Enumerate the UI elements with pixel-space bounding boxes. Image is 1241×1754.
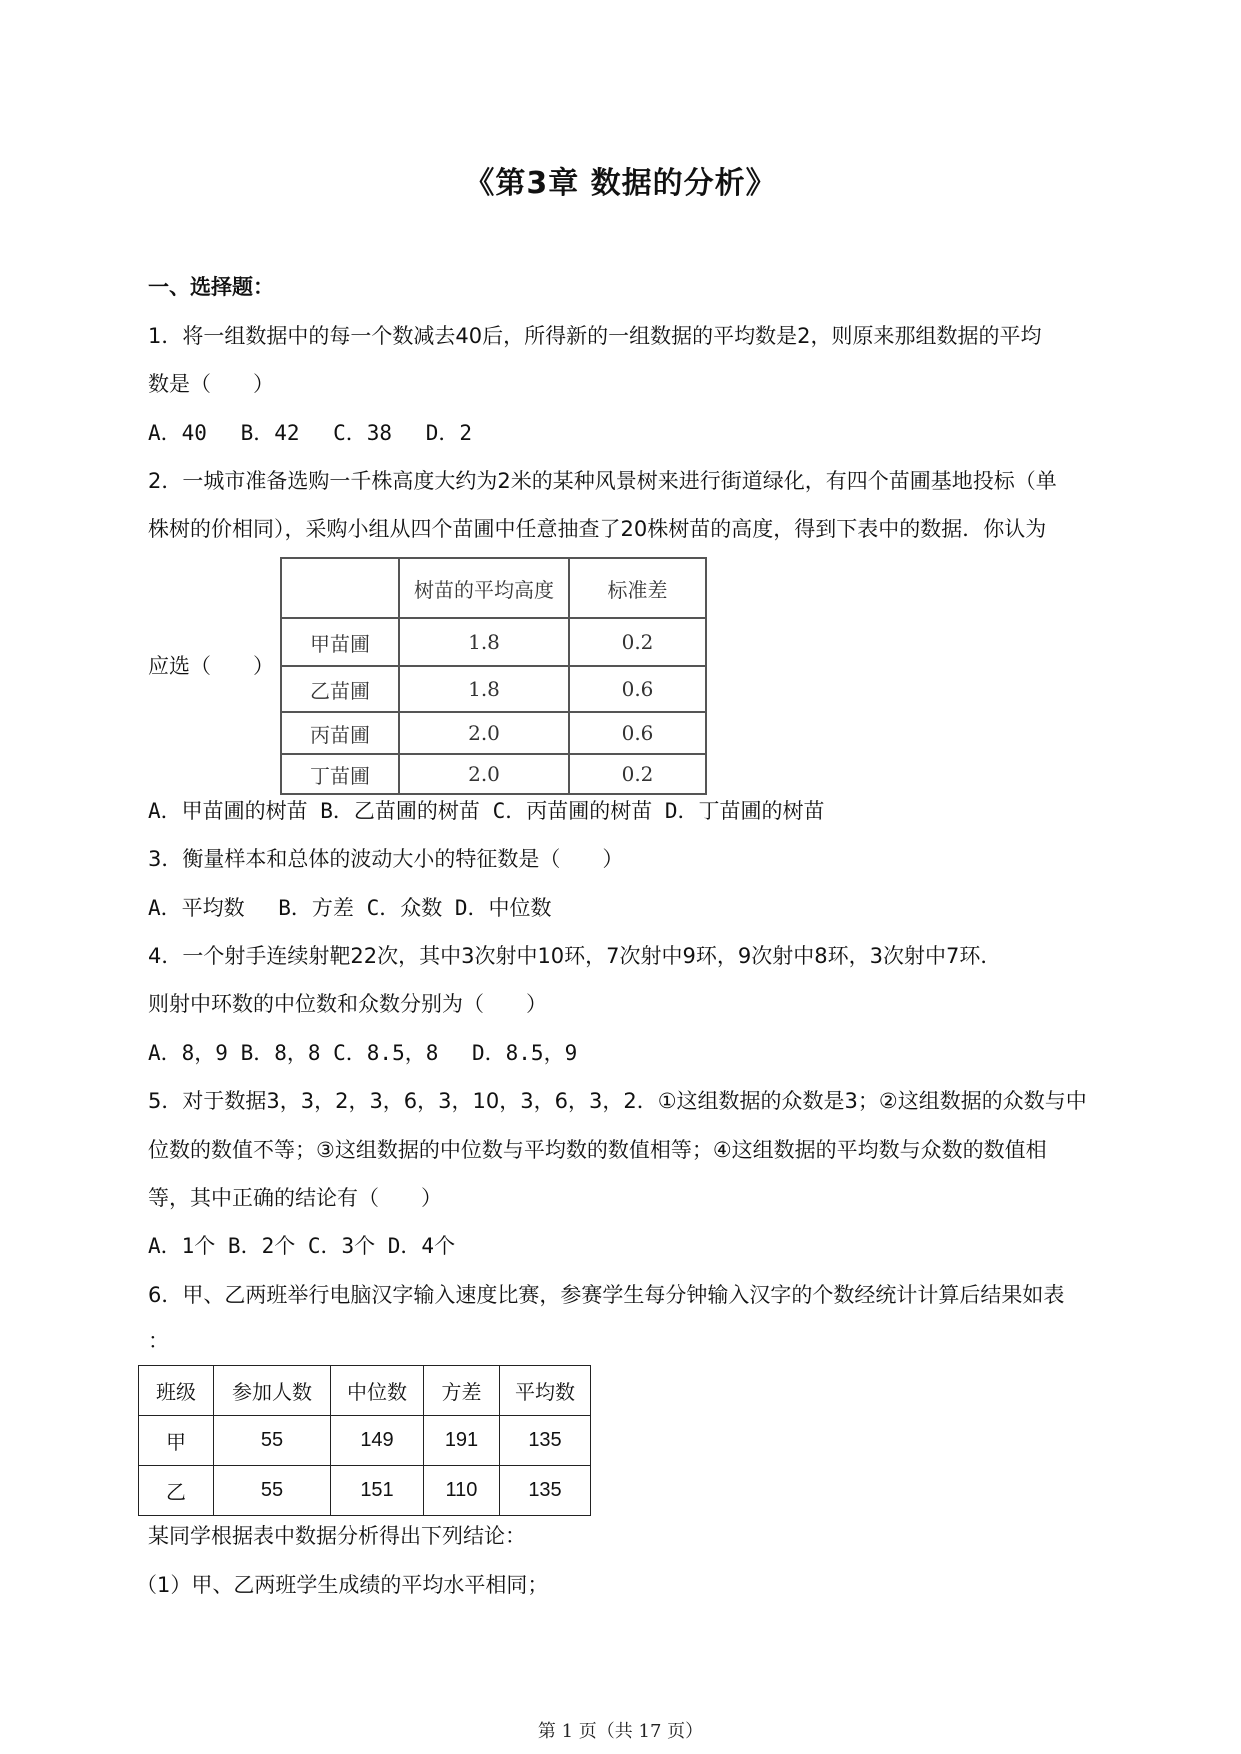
q5-options: A．1个 B．2个 C．3个 D．4个 (148, 1234, 456, 1258)
q2-data-table (280, 557, 707, 795)
q6-data-table (138, 1365, 591, 1516)
table-header-cell: 班级 (139, 1366, 214, 1416)
table-cell: 135 (500, 1416, 591, 1466)
table-cell: 丁苗圃 (281, 754, 399, 794)
q5-text-line1: 5．对于数据3，3，2，3，6，3，10，3，6，3，2．①这组数据的众数是3；②这组数据的众数与中 (148, 1089, 1087, 1113)
table-cell: 55 (214, 1466, 331, 1516)
table-cell: 151 (331, 1466, 424, 1516)
section-heading: 一、选择题： (148, 275, 274, 299)
table-cell: 191 (424, 1416, 500, 1466)
page-footer: 第 1 页（共 17 页） (537, 1721, 704, 1742)
table-row (281, 754, 706, 794)
table-header-row (139, 1366, 591, 1416)
table-cell: 1.8 (399, 666, 569, 712)
q6-text-line2: ： (148, 1329, 169, 1353)
table-header-cell: 中位数 (331, 1366, 424, 1416)
table-cell: 丙苗圃 (281, 712, 399, 754)
table-cell: 55 (214, 1416, 331, 1466)
table-row (281, 618, 706, 666)
table-cell: 乙苗圃 (281, 666, 399, 712)
page-title: 《第3章 数据的分析》 (464, 166, 777, 201)
q2-text-line2: 株树的价相同），采购小组从四个苗圃中任意抽查了20株树苗的高度，得到下表中的数据．你认为 (148, 517, 1047, 541)
table-header-cell (281, 558, 399, 618)
q1-text-line2: 数是（ ） (148, 372, 274, 396)
table-header-cell: 方差 (424, 1366, 500, 1416)
q4-options: A．8，9 B．8，8 C．8.5，8 D．8.5，9 (148, 1041, 578, 1065)
q2-text-line1: 2．一城市准备选购一千株高度大约为2米的某种风景树来进行街道绿化，有四个苗圃基地投标（单 (148, 469, 1057, 493)
table-row (139, 1416, 591, 1466)
q3-text-line1: 3．衡量样本和总体的波动大小的特征数是（ ） (148, 847, 624, 871)
q2-options: A．甲苗圃的树苗 B．乙苗圃的树苗 C．丙苗圃的树苗 D．丁苗圃的树苗 (148, 799, 825, 823)
table-cell: 135 (500, 1466, 591, 1516)
table-cell: 甲 (139, 1416, 214, 1466)
q4-text-line2: 则射中环数的中位数和众数分别为（ ） (148, 992, 547, 1016)
table-cell: 2.0 (399, 754, 569, 794)
table-row (139, 1466, 591, 1516)
table-cell: 乙 (139, 1466, 214, 1516)
q3-options: A．平均数 B．方差 C．众数 D．中位数 (148, 896, 552, 920)
table-cell: 0.2 (569, 618, 706, 666)
table-header-cell: 标准差 (569, 558, 706, 618)
q1-options: A．40 B．42 C．38 D．2 (148, 421, 473, 445)
table-cell: 0.6 (569, 666, 706, 712)
q6-text-line1: 6．甲、乙两班举行电脑汉字输入速度比赛，参赛学生每分钟输入汉字的个数经统计计算后结果如表 (148, 1283, 1065, 1307)
table-cell: 149 (331, 1416, 424, 1466)
table-row (281, 666, 706, 712)
table-cell: 0.2 (569, 754, 706, 794)
table-cell: 甲苗圃 (281, 618, 399, 666)
table-header-cell: 平均数 (500, 1366, 591, 1416)
table-cell: 0.6 (569, 712, 706, 754)
q6-after-text: 某同学根据表中数据分析得出下列结论： (148, 1524, 526, 1548)
table-cell: 110 (424, 1466, 500, 1516)
table-row (281, 712, 706, 754)
q5-text-line2: 位数的数值不等；③这组数据的中位数与平均数的数值相等；④这组数据的平均数与众数的数值相 (148, 1138, 1047, 1162)
table-cell: 2.0 (399, 712, 569, 754)
table-cell: 1.8 (399, 618, 569, 666)
table-header-cell: 参加人数 (214, 1366, 331, 1416)
q5-text-line3: 等，其中正确的结论有（ ） (148, 1186, 442, 1210)
q4-text-line1: 4．一个射手连续射靶22次，其中3次射中10环，7次射中9环，9次射中8环，3次射中7环． (148, 944, 1002, 968)
q2-text-line3: 应选（ ） (148, 654, 274, 678)
q1-text-line1: 1．将一组数据中的每一个数减去40后，所得新的一组数据的平均数是2，则原来那组数据的平均 (148, 324, 1042, 348)
q6-conclusion-1: （1）甲、乙两班学生成绩的平均水平相同； (136, 1573, 549, 1597)
table-header-cell: 树苗的平均高度 (399, 558, 569, 618)
